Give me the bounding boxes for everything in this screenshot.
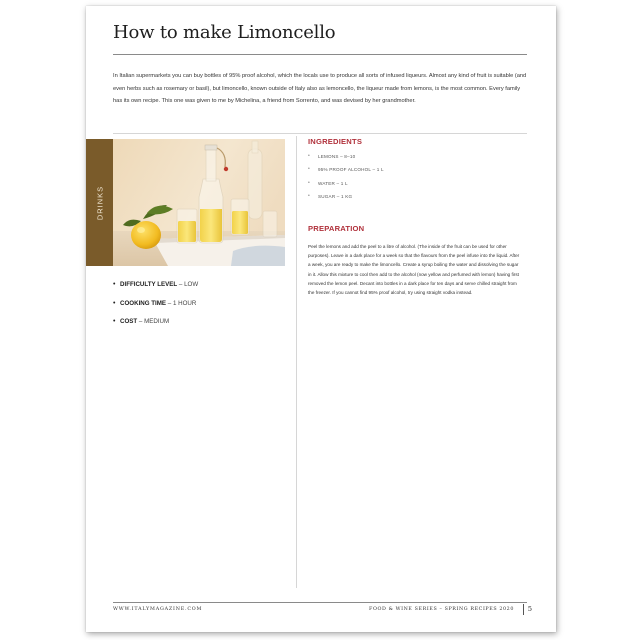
section-divider: [113, 133, 527, 134]
ingredient-item: • 95% PROOF ALCOHOL – 1 L: [308, 167, 384, 172]
footer-website: WWW.ITALYMAGAZINE.COM: [113, 607, 203, 612]
recipe-page: [86, 6, 556, 632]
ingredient-item: • SUGAR – 1 KG: [308, 194, 384, 199]
detail-cost: • COST – MEDIUM: [113, 318, 198, 325]
intro-paragraph: In Italian supermarkets you can buy bottles of 95% proof alcohol, which the locals use to produce all sorts of infused liqueurs. Almost any kind of fruit is suitable (and even herbs such as rosemary or basil), but limoncello, known outside of Italy also as lemoncello, the liqueur made from lemons, is the most common. Every family has its own recipe. This one was given to me by Michelina, a friend from Sorrento, and was devised by her grandmother.: [113, 73, 527, 104]
preparation-heading: PREPARATION: [308, 224, 365, 233]
page-title: How to make Limoncello: [113, 22, 336, 43]
ingredient-item: • WATER – 1 L: [308, 181, 384, 186]
ingredient-item: • LEMONS – 8–10: [308, 154, 384, 159]
column-divider: [296, 136, 297, 588]
ingredients-list: [308, 154, 384, 207]
preparation-text: Peel the lemons and add the peel to a litre of alcohol. (The inside of the fruit can be used for other purposes). Leave in a dark place for a week so that the flavours from the peel infuse into the liquid. After a week, you are ready to make the limoncello. Create a syrup boiling the water and dissolving the sugar in it. Allow this mixture to cool then add to the alcohol (now yellow and perfumed with lemon) having first removed the lemon peel. Decant into bottles in a dark place for ten days and serve chilled straight from the freezer. If you cannot find 95% proof alcohol, try using straight vodka instead.: [308, 244, 520, 296]
recipe-details: [113, 281, 198, 337]
detail-difficulty: • DIFFICULTY LEVEL – LOW: [113, 281, 198, 288]
detail-cooking-time: • COOKING TIME – 1 HOUR: [113, 300, 198, 307]
category-band: [86, 139, 113, 266]
title-divider: [113, 54, 527, 55]
footer-divider: [113, 602, 527, 603]
ingredients-heading: INGREDIENTS: [308, 137, 363, 146]
page-number: 5: [527, 605, 532, 613]
footer-series: FOOD & WINE SERIES – SPRING RECIPES 2020: [369, 607, 514, 612]
recipe-photo: [113, 139, 285, 266]
footer-separator: [523, 604, 524, 615]
category-label: DRINKS: [95, 185, 104, 220]
